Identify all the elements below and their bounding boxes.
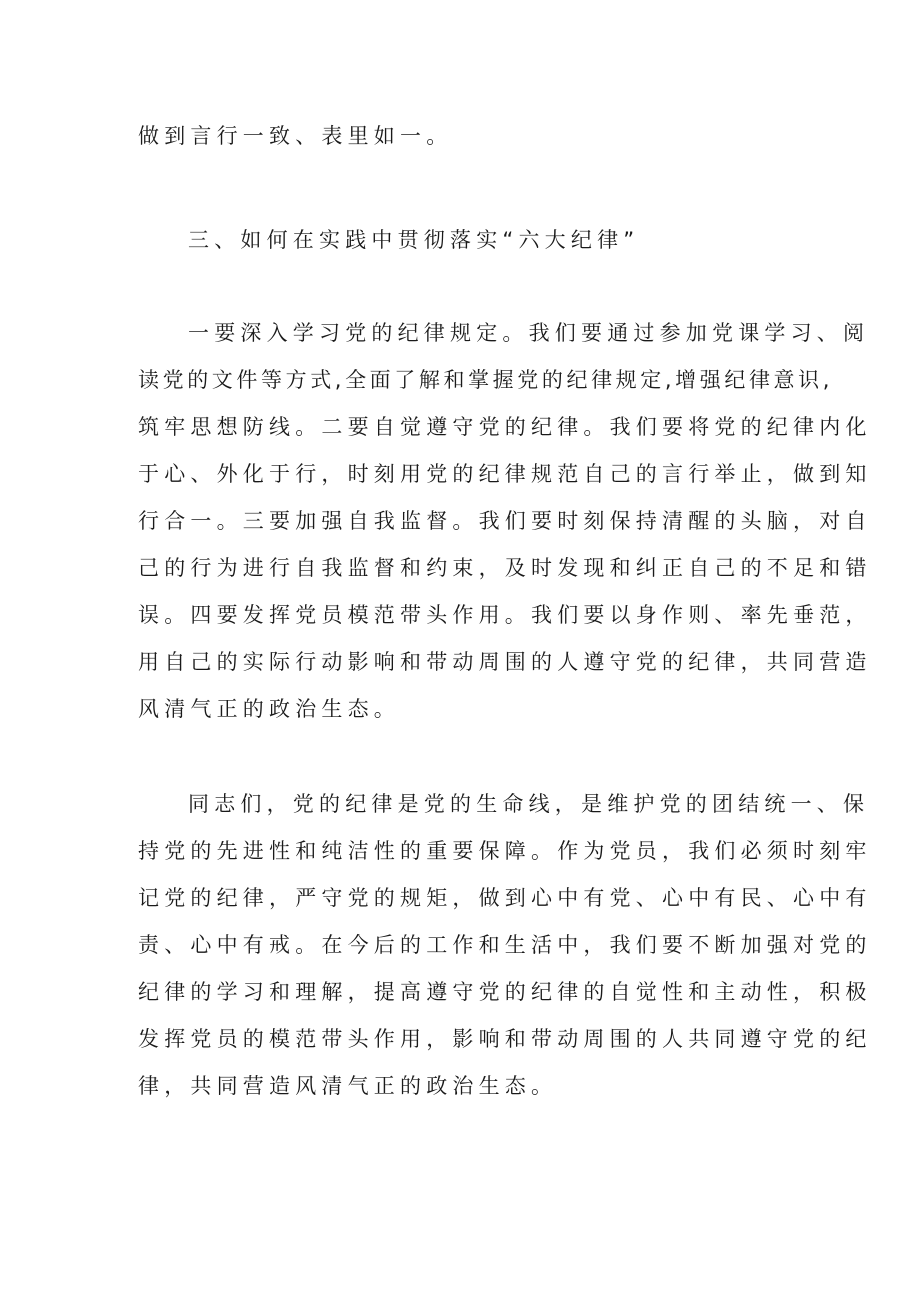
paragraph-2-line: 律，共同营造风清气正的政治生态。 xyxy=(138,1074,558,1098)
paragraph-1-line: 己的行为进行自我监督和约束，及时发现和纠正自己的不足和错 xyxy=(138,556,872,580)
paragraph-1-line: 风清气正的政治生态。 xyxy=(138,697,400,721)
paragraph-2-line: 同志们，党的纪律是党的生命线，是维护党的团结统一、保 xyxy=(188,792,870,816)
paragraph-1-line: 读党的文件等方式,全面了解和掌握党的纪律规定,增强纪律意识, xyxy=(138,368,834,392)
paragraph-1-line: 误。四要发挥党员模范带头作用。我们要以身作则、率先垂范， xyxy=(138,603,872,627)
continuation-line: 做到言行一致、表里如一。 xyxy=(138,124,453,148)
paragraph-1-line: 一要深入学习党的纪律规定。我们要通过参加党课学习、阅 xyxy=(188,321,870,345)
paragraph-2-line: 记党的纪律，严守党的规矩，做到心中有党、心中有民、心中有 xyxy=(138,886,872,910)
paragraph-1-line: 行合一。三要加强自我监督。我们要时刻保持清醒的头脑，对自 xyxy=(138,509,872,533)
paragraph-1-line: 于心、外化于行，时刻用党的纪律规范自己的言行举止，做到知 xyxy=(138,462,872,486)
paragraph-2-line: 纪律的学习和理解，提高遵守党的纪律的自觉性和主动性，积极 xyxy=(138,980,872,1004)
section-heading: 三、如何在实践中贯彻落实“六大纪律” xyxy=(188,228,640,252)
paragraph-1-line: 筑牢思想防线。二要自觉遵守党的纪律。我们要将党的纪律内化 xyxy=(138,415,872,439)
paragraph-1-line: 用自己的实际行动影响和带动周围的人遵守党的纪律，共同营造 xyxy=(138,650,872,674)
paragraph-2-line: 责、心中有戒。在今后的工作和生活中，我们要不断加强对党的 xyxy=(138,933,872,957)
paragraph-2-line: 发挥党员的模范带头作用，影响和带动周围的人共同遵守党的纪 xyxy=(138,1027,872,1051)
paragraph-2-line: 持党的先进性和纯洁性的重要保障。作为党员，我们必须时刻牢 xyxy=(138,839,872,863)
